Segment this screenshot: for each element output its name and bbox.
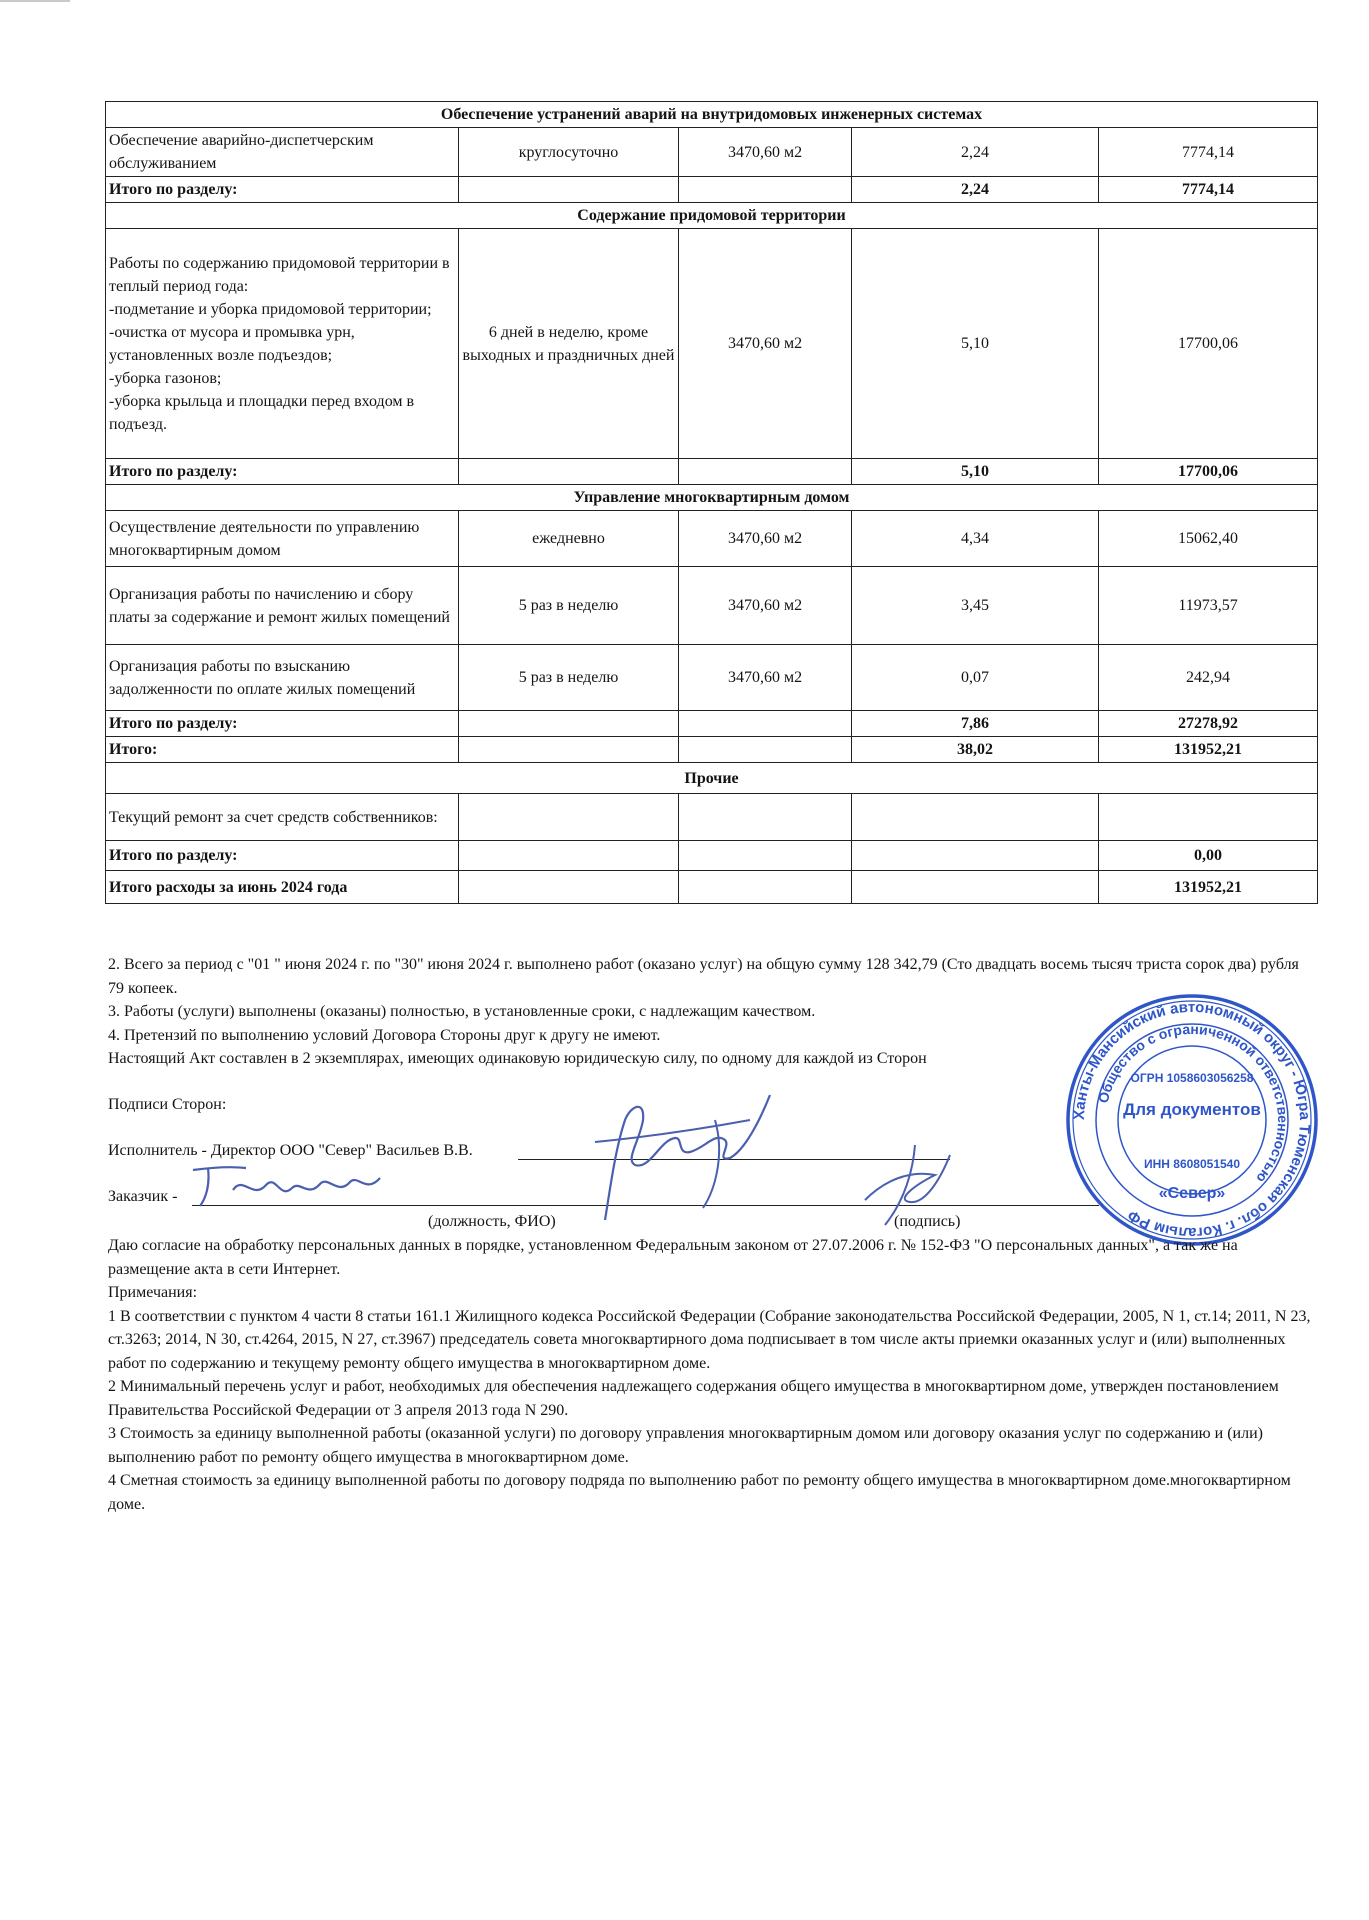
section-title: Прочие <box>106 763 1318 794</box>
section-total-label: Итого по разделу: <box>106 711 459 737</box>
section-total-cost: 0,00 <box>1099 841 1318 871</box>
empty-cell <box>679 737 852 763</box>
statement-copies: Настоящий Акт составлен в 2 экземплярах, имеющих одинаковую юридическую силу, по одному для каждой из Сторон <box>108 1050 927 1067</box>
grand-total-label: Итого: <box>106 737 459 763</box>
empty-cell <box>459 841 679 871</box>
empty-cell <box>679 711 852 737</box>
service-rate: 4,34 <box>852 511 1099 567</box>
consent-text: Даю согласие на обработку персональных данных в порядке, установленном Федеральным законом от 27.07.2006 г. № 152-ФЗ "О персональных данных", а так же на размещение акта в сети Интернет. <box>108 1237 1238 1278</box>
service-name: Осуществление деятельности по управлению многоквартирным домом <box>106 511 459 567</box>
section-total-row <box>106 711 1318 737</box>
empty-cell <box>459 794 679 841</box>
company-seal <box>1062 990 1322 1250</box>
empty-cell <box>459 711 679 737</box>
service-cost: 17700,06 <box>1099 229 1318 459</box>
svg-text:Общество с ограниченной ответс: Общество с ограниченной ответственностью <box>1094 1020 1292 1187</box>
section-total-label: Итого по разделу: <box>106 177 459 203</box>
service-rate: 3,45 <box>852 567 1099 645</box>
seal-inn: ИНН 8608051540 <box>1143 1157 1241 1171</box>
expenses-label: Итого расходы за июнь 2024 года <box>106 871 459 904</box>
expenses-total-row <box>106 871 1318 904</box>
grand-total-cost: 131952,21 <box>1099 737 1318 763</box>
section-header-row <box>106 203 1318 229</box>
remarks-title: Примечания: <box>108 1284 198 1301</box>
section-total-rate: 7,86 <box>852 711 1099 737</box>
remark-item: 1 В соответствии с пунктом 4 части 8 статьи 161.1 Жилищного кодекса Российской Федерации (Собрание законодательства Российской Федерации, 2005, N 1, ст.14; 2011, N 23, ст.3263; 2014, N 30, ст.4264, 2015, N 27, ст.3967) председатель совета многоквартирного дома подписывает в том числе акты приемки оказанных услуг и (или) выполненных работ по содержанию и текущему ремонту общего имущества в многоквартирном доме. <box>108 1307 1311 1372</box>
empty-cell <box>459 459 679 485</box>
customer-label: Заказчик - <box>108 1188 178 1205</box>
section-title: Обеспечение устранений аварий на внутридомовых инженерных системах <box>106 102 1318 128</box>
section-total-cost: 7774,14 <box>1099 177 1318 203</box>
service-frequency: ежедневно <box>459 511 679 567</box>
section-title: Содержание придомовой территории <box>106 203 1318 229</box>
service-name: Текущий ремонт за счет средств собственников: <box>106 794 459 841</box>
empty-cell <box>852 794 1099 841</box>
section-total-row <box>106 177 1318 203</box>
empty-cell <box>679 177 852 203</box>
seal-ogrn: ОГРН 1058603056258 <box>1130 1071 1254 1085</box>
service-name: Организация работы по взысканию задолженности по оплате жилых помещений <box>106 645 459 711</box>
service-name: Обеспечение аварийно-диспетчерским обслуживанием <box>106 128 459 177</box>
service-cost: 242,94 <box>1099 645 1318 711</box>
empty-cell <box>852 871 1099 904</box>
service-area: 3470,60 м2 <box>679 511 852 567</box>
statement-no-claims: 4. Претензий по выполнению условий Договора Стороны друг к другу не имеют. <box>108 1026 661 1044</box>
empty-cell <box>1099 794 1318 841</box>
seal-name: «Север» <box>1158 1185 1226 1202</box>
section-total-row <box>106 459 1318 485</box>
seal-center: Для документов <box>1123 1100 1261 1119</box>
empty-cell <box>459 871 679 904</box>
section-header-row <box>106 102 1318 128</box>
customer-signature-mark <box>855 1140 965 1230</box>
section-total-cost: 17700,06 <box>1099 459 1318 485</box>
section-total-rate: 5,10 <box>852 459 1099 485</box>
service-area: 3470,60 м2 <box>679 128 852 177</box>
service-rate: 2,24 <box>852 128 1099 177</box>
service-area: 3470,60 м2 <box>679 567 852 645</box>
service-frequency: 5 раз в неделю <box>459 645 679 711</box>
service-rate: 0,07 <box>852 645 1099 711</box>
service-rate: 5,10 <box>852 229 1099 459</box>
section-title: Управление многоквартирным домом <box>106 485 1318 511</box>
section-header-row <box>106 763 1318 794</box>
service-frequency: 5 раз в неделю <box>459 567 679 645</box>
service-area: 3470,60 м2 <box>679 229 852 459</box>
remark-item: 4 Сметная стоимость за единицу выполненной работы по договору подряда по выполнению работ по ремонту общего имущества в многоквартирном доме.многоквартирном доме. <box>108 1472 1291 1513</box>
executor-signature <box>565 1080 785 1230</box>
table-row <box>106 567 1318 645</box>
statement-total-sum: 2. Всего за период с "01 " июня 2024 г. по "30" июня 2024 г. выполнено работ (оказано услуг) на общую сумму 128 342,79 (Сто двадцать восемь тысяч триста сорок два) рубля 79 копеек. <box>108 956 1299 997</box>
section-total-label: Итого по разделу: <box>106 459 459 485</box>
signatures-heading: Подписи Сторон: <box>108 1096 227 1113</box>
empty-cell <box>679 794 852 841</box>
table-row <box>106 511 1318 567</box>
service-cost: 7774,14 <box>1099 128 1318 177</box>
empty-cell <box>459 737 679 763</box>
grand-total-row <box>106 737 1318 763</box>
section-total-cost: 27278,92 <box>1099 711 1318 737</box>
services-table <box>105 101 1318 904</box>
scan-edge-mark <box>0 0 70 2</box>
table-row <box>106 794 1318 841</box>
section-header-row <box>106 485 1318 511</box>
empty-cell <box>679 459 852 485</box>
service-name: Работы по содержанию придомовой территории в теплый период года: -подметание и уборка придомовой территории; -очистка от мусора и промывка урн, установленных возле подъездов; -уборка газонов; -уборка крыльца и площадки перед входом в подъезд. <box>106 229 459 459</box>
empty-cell <box>459 177 679 203</box>
service-area: 3470,60 м2 <box>679 645 852 711</box>
table-row <box>106 229 1318 459</box>
svg-text:Ханты-Мансийский автономный ок: Ханты-Мансийский автономный округ - Югра Тюменская обл. г. Когалым РФ <box>1070 998 1314 1242</box>
table-row <box>106 645 1318 711</box>
service-frequency: круглосуточно <box>459 128 679 177</box>
table-row <box>106 128 1318 177</box>
executor-label: Исполнитель - Директор ООО "Север" Васильев В.В. <box>108 1142 473 1159</box>
remark-item: 3 Стоимость за единицу выполненной работы (оказанной услуги) по договору управления многоквартирным домом или договору оказания услуг по содержанию и (или) выполнению работ по ремонту общего имущества в многоквартирном доме. <box>108 1425 1263 1466</box>
statement-quality: 3. Работы (услуги) выполнены (оказаны) полностью, в установленные сроки, с надлежащим качеством. <box>108 1003 816 1020</box>
section-total-label: Итого по разделу: <box>106 841 459 871</box>
expenses-cost: 131952,21 <box>1099 871 1318 904</box>
section-total-row <box>106 841 1318 871</box>
footer-text <box>108 1234 1320 1516</box>
service-cost: 11973,57 <box>1099 567 1318 645</box>
remark-item: 2 Минимальный перечень услуг и работ, необходимых для обеспечения надлежащего содержания общего имущества в многоквартирном доме, утвержден постановлением Правительства Российской Федерации от 3 апреля 2013 года N 290. <box>108 1378 1279 1419</box>
service-frequency: 6 дней в неделю, кроме выходных и праздничных дней <box>459 229 679 459</box>
customer-signature <box>188 1160 388 1210</box>
grand-total-rate: 38,02 <box>852 737 1099 763</box>
position-caption: (должность, ФИО) <box>428 1213 556 1230</box>
empty-cell <box>679 841 852 871</box>
empty-cell <box>852 841 1099 871</box>
service-name: Организация работы по начислению и сбору платы за содержание и ремонт жилых помещений <box>106 567 459 645</box>
service-cost: 15062,40 <box>1099 511 1318 567</box>
signature-caption: (подпись) <box>894 1213 961 1230</box>
section-total-rate: 2,24 <box>852 177 1099 203</box>
empty-cell <box>679 871 852 904</box>
